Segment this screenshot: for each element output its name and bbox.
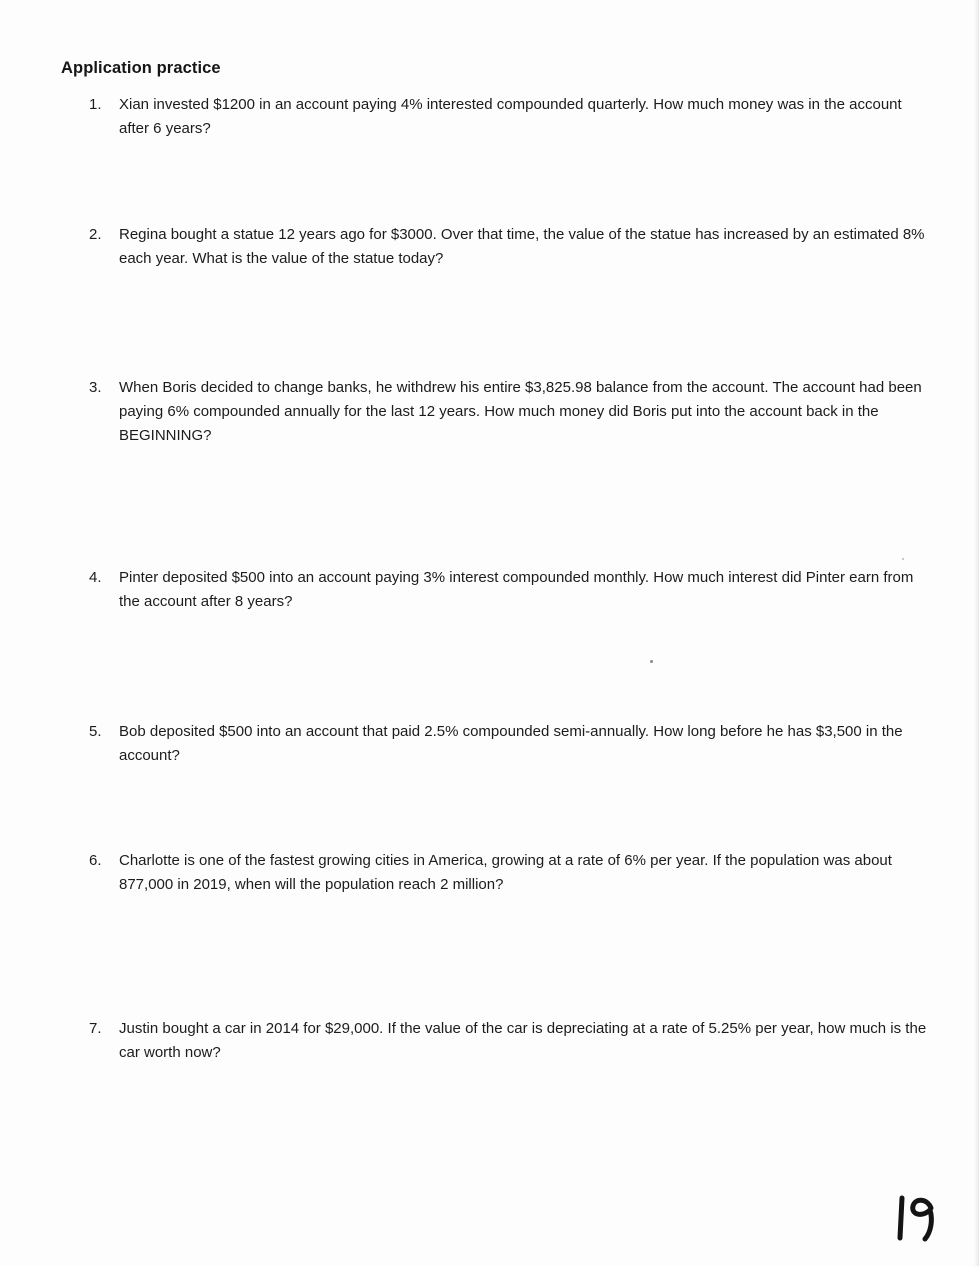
scan-edge-shadow: [974, 0, 979, 1266]
question-number: 7.: [89, 1020, 102, 1037]
question-text: Charlotte is one of the fastest growing cities in America, growing at a rate of 6% per year. If the population was about 877,000 in 2019, when will the population reach 2 million?: [119, 852, 892, 893]
question-text: Regina bought a statue 12 years ago for $3000. Over that time, the value of the statue has increased by an estimated 8% each year. What is the value of the statue today?: [119, 226, 925, 267]
question-6: [89, 849, 929, 897]
question-number: 3.: [89, 379, 102, 396]
question-text: Xian invested $1200 in an account paying 4% interested compounded quarterly. How much money was in the account after 6 years?: [119, 96, 902, 137]
scan-speck: [650, 660, 653, 663]
question-number: 4.: [89, 569, 102, 586]
question-number: 6.: [89, 852, 102, 869]
question-2: [89, 223, 929, 271]
question-text: Justin bought a car in 2014 for $29,000. If the value of the car is depreciating at a rate of 5.25% per year, how much is the car worth now?: [119, 1020, 927, 1061]
handwritten-page-number: [893, 1192, 943, 1244]
question-5: [89, 720, 929, 768]
scan-speck: [902, 558, 904, 560]
question-3: [89, 376, 929, 448]
page-heading: Application practice: [61, 59, 221, 77]
question-1: [89, 93, 929, 141]
question-text: Pinter deposited $500 into an account paying 3% interest compounded monthly. How much interest did Pinter earn from the account after 8 years?: [119, 569, 914, 610]
question-number: 1.: [89, 96, 102, 113]
question-number: 5.: [89, 723, 102, 740]
question-4: [89, 566, 929, 614]
question-text: When Boris decided to change banks, he withdrew his entire $3,825.98 balance from the account. The account had been paying 6% compounded annually for the last 12 years. How much money did Boris put into the account back in the BEGINNING?: [119, 379, 922, 444]
question-number: 2.: [89, 226, 102, 243]
question-text: Bob deposited $500 into an account that paid 2.5% compounded semi-annually. How long before he has $3,500 in the account?: [119, 723, 903, 764]
question-7: [89, 1017, 929, 1065]
